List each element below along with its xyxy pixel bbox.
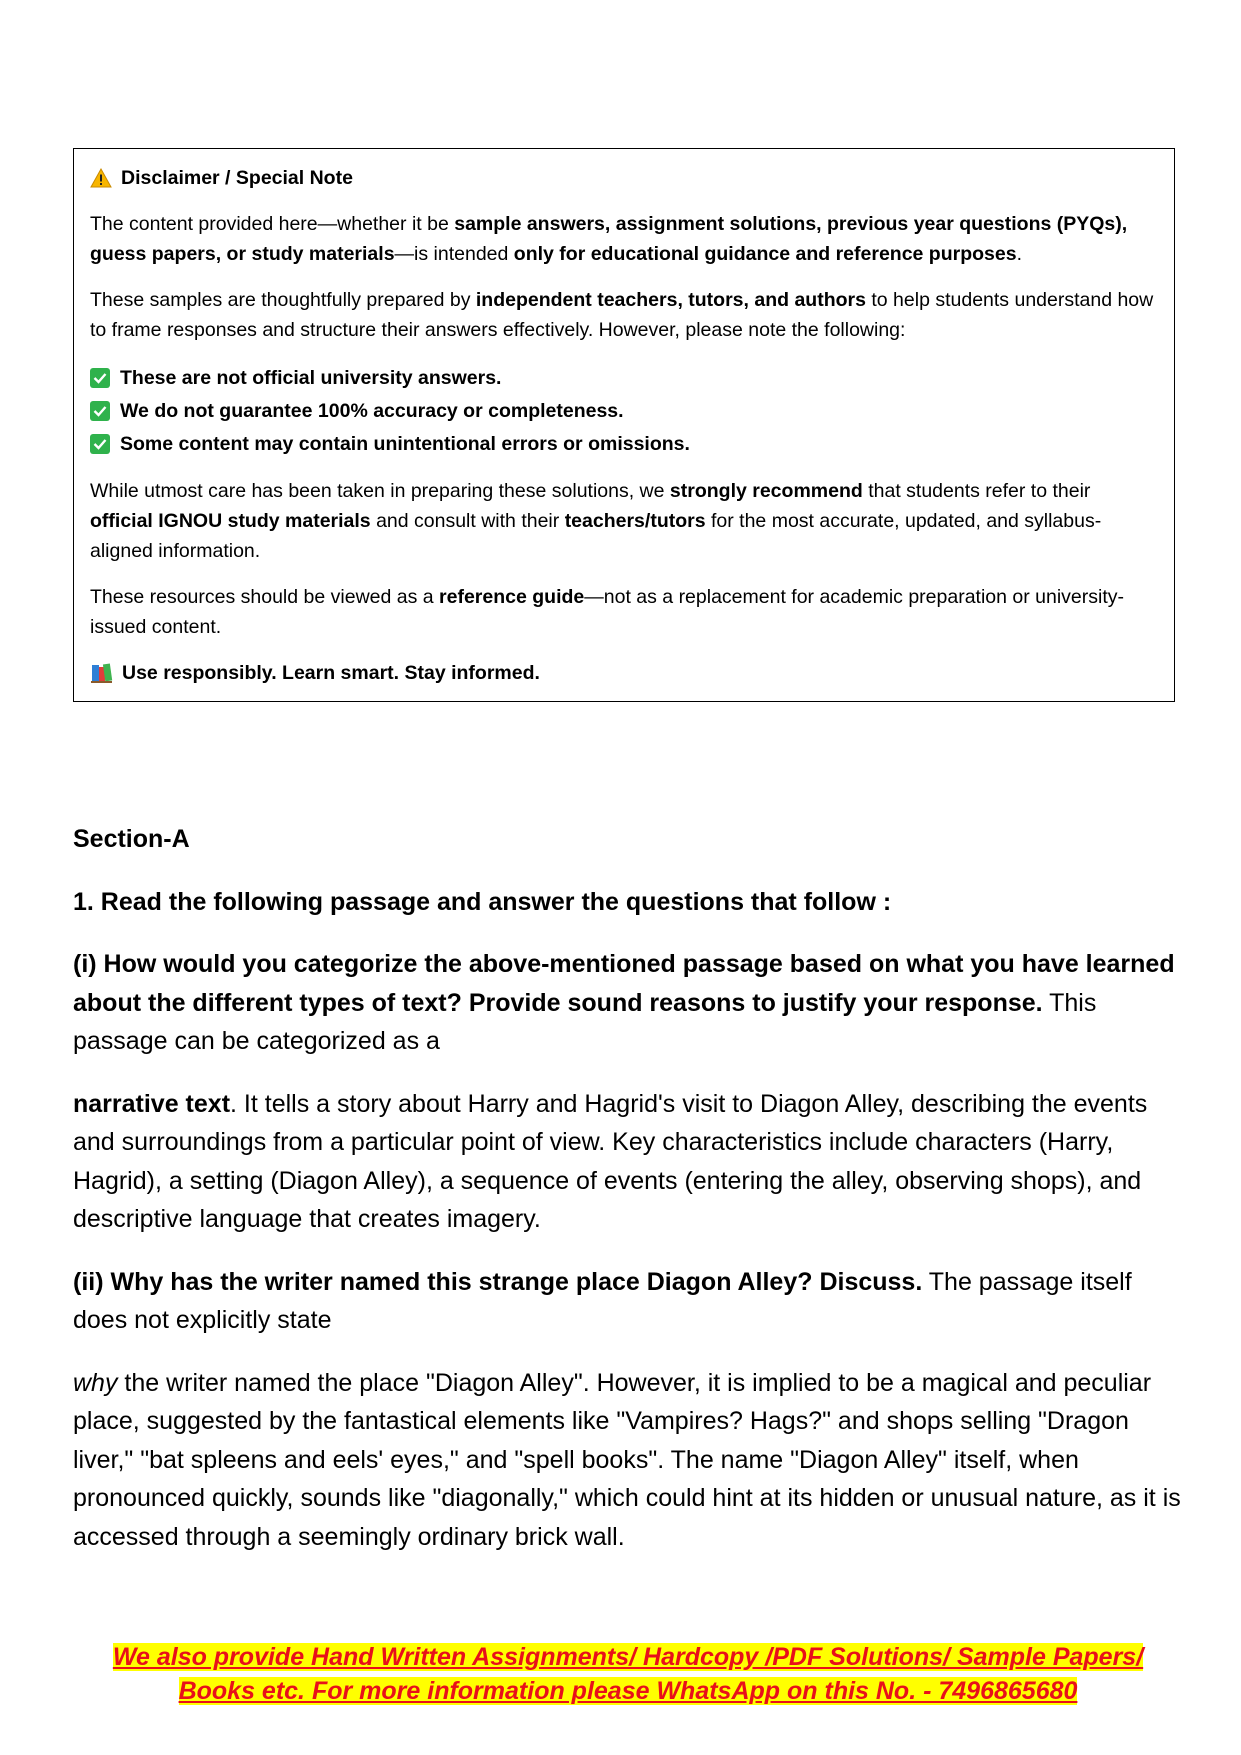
closing-line	[90, 658, 1158, 688]
answer-ii-rest: the writer named the place "Diagon Alley". However, it is implied to be a magical and peculiar place, suggested by the fantastical elements like "Vampires? Hags?" and shops selling "Dragon liver," "bat spleens and eels' eyes," and "spell books". The name "Diagon Alley" itself, when pronounced quickly, sounds like "diagonally," which could hint at its hidden or unusual nature, as it is accessed through a seemingly ordinary brick wall.	[73, 1368, 1181, 1551]
bold-text: official IGNOU study materials	[90, 510, 371, 532]
check-mark-icon	[90, 368, 110, 388]
text: and consult with their	[370, 510, 565, 532]
text: These samples are thoughtfully prepared by	[90, 289, 476, 311]
text: These resources should be viewed as a	[90, 586, 440, 608]
check-item-label: These are not official university answers.	[120, 366, 502, 389]
text: for the most accurate, updated, and syllabus-aligned information.	[90, 510, 1102, 562]
disclaimer-paragraph-4	[90, 582, 1158, 642]
check-item-label: Some content may contain unintentional errors or omissions.	[120, 432, 690, 455]
bold-text: reference guide	[439, 586, 585, 608]
closing-text: Use responsibly. Learn smart. Stay informed.	[122, 662, 540, 684]
text: —not as a replacement for academic preparation or university-issued content.	[90, 586, 1125, 638]
answer-ii-paragraph	[73, 1364, 1183, 1557]
question-ii: (ii) Why has the writer named this strange place Diagon Alley? Discuss.	[73, 1267, 923, 1296]
footer-line-1: We also provide Hand Written Assignments/ Hardcopy /PDF Solutions/ Sample Papers/	[112, 1643, 1144, 1671]
bold-text: sample answers, assignment solutions, previous year questions (PYQs), guess papers, or study materials	[90, 213, 1128, 265]
question-1-heading: 1. Read the following passage and answer the questions that follow :	[73, 887, 892, 916]
text: to help students understand how to frame responses and structure their answers effectively. However, please note the following:	[90, 289, 1154, 341]
text: The content provided here—whether it be	[90, 213, 455, 235]
bold-text: strongly recommend	[669, 480, 863, 502]
footer-promo	[73, 1640, 1183, 1708]
answer-ii-italic: why	[73, 1368, 118, 1397]
answer-i-paragraph	[73, 1085, 1183, 1239]
check-mark-icon	[90, 401, 110, 421]
check-item	[90, 394, 1158, 427]
disclaimer-title: Disclaimer / Special Note	[121, 167, 353, 189]
disclaimer-paragraph-2	[90, 285, 1158, 345]
text: that students refer to their	[862, 480, 1091, 502]
question-ii-block	[73, 1263, 1183, 1340]
check-item	[90, 361, 1158, 394]
bold-text: teachers/tutors	[564, 510, 706, 532]
text: —is intended	[394, 243, 514, 265]
footer-line-2: Books etc. For more information please WhatsApp on this No. - 7496865680	[178, 1677, 1078, 1705]
section-heading: Section-A	[73, 825, 190, 853]
check-mark-icon	[90, 434, 110, 454]
question-i: (i) How would you categorize the above-mentioned passage based on what you have learned about the different types of text? Provide sound reasons to justify your response.	[73, 950, 1175, 1017]
answer-i-rest: . It tells a story about Harry and Hagrid's visit to Diagon Alley, describing the events and surroundings from a particular point of view. Key characteristics include characters (Harry, Hagrid), a setting (Diagon Alley), a sequence of events (entering the alley, observing shops), and descriptive language that creates imagery.	[73, 1089, 1148, 1233]
bold-text: independent teachers, tutors, and authors	[475, 289, 866, 311]
disclaimer-paragraph-3	[90, 476, 1158, 566]
text: While utmost care has been taken in preparing these solutions, we	[90, 480, 670, 502]
disclaimer-title-row	[90, 163, 1158, 193]
answer-i-start: This passage can be categorized as a	[73, 988, 1097, 1055]
main-content	[73, 820, 1183, 1580]
disclaimer-paragraph-1	[90, 209, 1158, 269]
check-item-label: We do not guarantee 100% accuracy or completeness.	[120, 399, 624, 422]
warning-icon	[90, 168, 112, 188]
answer-ii-start: The passage itself does not explicitly state	[73, 1267, 1132, 1334]
check-list	[90, 361, 1158, 460]
answer-i-bold: narrative text	[73, 1089, 231, 1118]
books-icon	[90, 662, 114, 684]
text: .	[1016, 243, 1023, 265]
check-item	[90, 427, 1158, 460]
bold-text: only for educational guidance and reference purposes	[513, 243, 1017, 265]
disclaimer-box	[73, 148, 1175, 702]
question-i-block	[73, 945, 1183, 1061]
